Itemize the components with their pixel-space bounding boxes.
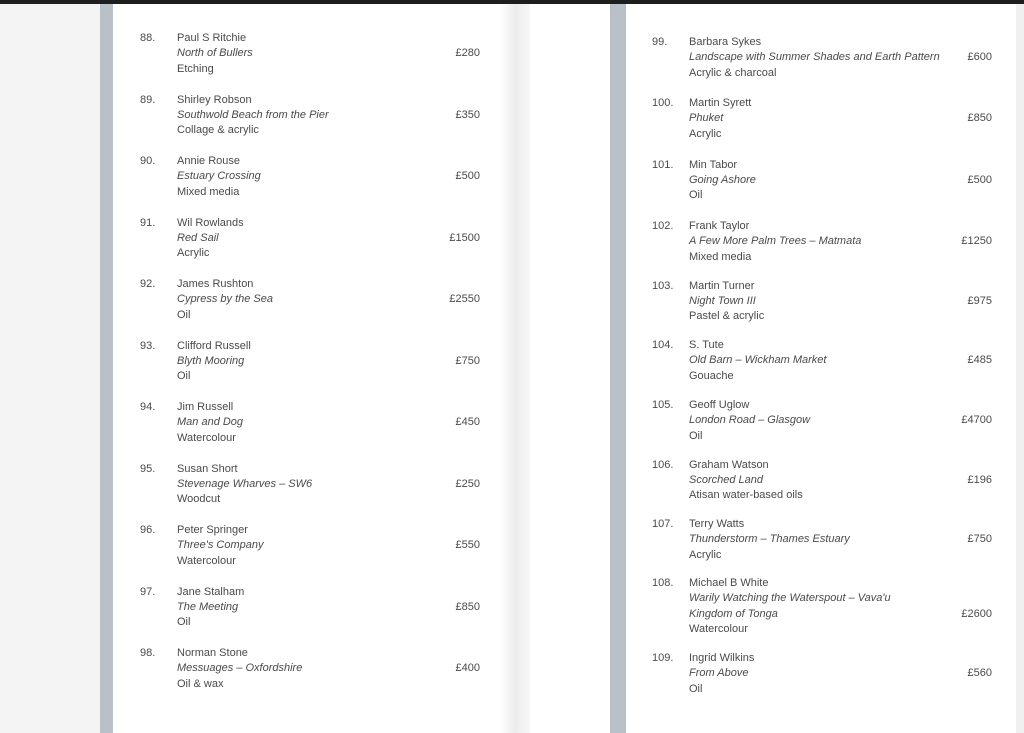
entry-info [177, 400, 243, 446]
artist-name: Frank Taylor [689, 220, 750, 232]
artwork-price: £750 [455, 354, 480, 367]
entry-number: 107. [652, 518, 674, 530]
artwork-medium: Woodcut [177, 493, 221, 506]
artist-name: S. Tute [689, 339, 724, 351]
artist-name: Barbara Sykes [689, 36, 762, 48]
entry-info [689, 96, 751, 142]
entry-number: 95. [140, 462, 156, 475]
artwork-price: £400 [455, 662, 480, 675]
artwork-medium: Oil [177, 370, 191, 383]
entry-number: 101. [652, 158, 674, 171]
artist-name: Terry Watts [689, 518, 745, 530]
entry-info [177, 93, 329, 139]
artwork-medium: Acrylic [689, 127, 722, 140]
artwork-title: Red Sail [177, 231, 219, 244]
artist-name: Jim Russell [177, 401, 234, 413]
entry-number: 105. [652, 399, 674, 411]
artwork-title: Thunderstorm – Thames Estuary [689, 533, 850, 546]
artist-name: Martin Turner [689, 279, 755, 292]
left-page-margin [0, 4, 100, 733]
artwork-price: £450 [455, 416, 480, 429]
entry-number: 102. [652, 220, 674, 232]
artwork-title: The Meeting [177, 600, 239, 613]
entry-info [177, 31, 253, 77]
entry-info [689, 279, 764, 325]
entry-info [689, 219, 861, 265]
entry-info [177, 154, 261, 200]
artwork-price: £975 [967, 294, 992, 307]
entry-info [177, 646, 302, 692]
artwork-medium: Oil [177, 616, 191, 629]
artwork-medium: Acrylic & charcoal [689, 66, 777, 79]
artist-name: Annie Rouse [177, 155, 240, 167]
entry-number: 100. [652, 97, 674, 109]
artwork-price: £250 [455, 477, 480, 490]
artwork-medium: Pastel & acrylic [689, 310, 765, 323]
entry-number: 92. [140, 278, 156, 290]
entry-number: 108. [652, 577, 674, 589]
artwork-medium: Oil & wax [177, 677, 224, 690]
artwork-medium: Gouache [689, 369, 734, 382]
entry-number: 88. [140, 32, 156, 44]
right-spine-stripe [610, 4, 626, 733]
entry-info [689, 35, 940, 81]
artwork-price: £500 [967, 173, 992, 186]
artwork-price: £1250 [961, 235, 992, 248]
entry-info [177, 277, 273, 323]
artwork-title: North of Bullers [177, 47, 253, 60]
entry-number: 99. [652, 36, 668, 48]
artwork-price: £1500 [449, 231, 480, 244]
artwork-price: £485 [967, 354, 992, 367]
artist-name: Martin Syrett [689, 97, 752, 109]
artwork-price: £280 [455, 47, 480, 60]
artwork-medium: Etching [177, 62, 214, 75]
artwork-title: Going Ashore [689, 173, 756, 186]
artwork-medium: Oil [177, 308, 191, 321]
artwork-title-line-2: Kingdom of Tonga [689, 607, 778, 620]
entry-number: 94. [140, 401, 156, 413]
artwork-title: Blyth Mooring [177, 354, 245, 367]
artwork-medium: Atisan water-based oils [689, 489, 803, 502]
artwork-title: Southwold Beach from the Pier [177, 108, 329, 121]
artist-name: Jane Stalham [177, 585, 245, 598]
entry-number: 109. [652, 652, 674, 664]
entry-number: 103. [652, 279, 674, 292]
artwork-price: £350 [455, 108, 480, 121]
artwork-medium: Oil [689, 189, 703, 202]
entry-info [177, 339, 251, 385]
artwork-title: Man and Dog [177, 416, 244, 429]
artist-name: Michael B White [689, 577, 769, 589]
artwork-medium: Watercolour [177, 431, 236, 444]
artwork-title: Estuary Crossing [177, 170, 261, 183]
entry-number: 96. [140, 524, 156, 536]
artist-name: Peter Springer [177, 524, 248, 536]
artwork-title: Phuket [689, 112, 724, 125]
artwork-title: Landscape with Summer Shades and Earth Pattern [689, 51, 940, 64]
artist-name: James Rushton [177, 278, 254, 290]
artwork-price: £850 [967, 112, 992, 125]
artwork-medium: Watercolour [177, 554, 236, 567]
entry-info [689, 338, 826, 384]
artwork-title: From Above [689, 667, 749, 680]
artist-name: Graham Watson [689, 458, 769, 471]
artwork-medium: Acrylic [177, 247, 210, 260]
artwork-title: London Road – Glasgow [689, 414, 811, 427]
artist-name: Clifford Russell [177, 339, 251, 352]
artwork-medium: Watercolour [689, 623, 748, 636]
artwork-price: £850 [455, 600, 480, 613]
entry-number: 97. [140, 585, 156, 598]
artwork-price: £600 [967, 51, 992, 64]
artwork-price: £550 [455, 539, 480, 552]
artist-name: Geoff Uglow [689, 399, 750, 411]
entry-number: 90. [140, 155, 156, 167]
artist-name: Shirley Robson [177, 93, 252, 106]
artwork-title: Three's Company [177, 539, 264, 552]
artwork-title: Night Town III [689, 294, 756, 307]
entry-number: 89. [140, 93, 156, 106]
artist-name: Norman Stone [177, 647, 248, 659]
artist-name: Min Tabor [689, 158, 738, 171]
artist-name: Ingrid Wilkins [689, 652, 755, 664]
artwork-title: Stevenage Wharves – SW6 [177, 477, 313, 490]
left-spine-stripe [100, 4, 113, 733]
artwork-title: Cypress by the Sea [177, 293, 273, 306]
artwork-price: £500 [455, 170, 480, 183]
entry-info [689, 458, 803, 504]
artwork-medium: Collage & acrylic [177, 124, 259, 137]
right-page-edge [1016, 4, 1024, 733]
entry-info [689, 158, 756, 204]
entry-info [177, 462, 312, 508]
entry-info [689, 517, 850, 563]
artwork-price: £4700 [961, 414, 992, 427]
book-gutter [500, 4, 530, 733]
artwork-medium: Mixed media [689, 250, 752, 263]
entry-info [177, 523, 263, 569]
entry-info [177, 585, 244, 631]
artwork-medium: Mixed media [177, 185, 240, 198]
artwork-price: £196 [967, 473, 992, 486]
entry-number: 93. [140, 339, 156, 352]
entry-number: 98. [140, 647, 156, 659]
entry-number: 91. [140, 216, 156, 229]
artwork-price: £750 [967, 533, 992, 546]
artwork-title: Scorched Land [689, 473, 763, 486]
artwork-price: £2550 [449, 293, 480, 306]
artist-name: Susan Short [177, 462, 238, 475]
artwork-title: Old Barn – Wickham Market [689, 354, 827, 367]
entry-info [689, 651, 754, 697]
artwork-medium: Acrylic [689, 548, 722, 561]
artwork-price: £560 [967, 667, 992, 680]
artwork-title: Warily Watching the Waterspout – Vava'u [689, 592, 891, 605]
artist-name: Paul S Ritchie [177, 32, 247, 44]
artwork-medium: Oil [689, 682, 703, 695]
artist-name: Wil Rowlands [177, 216, 244, 229]
artwork-title: Messuages – Oxfordshire [177, 662, 303, 675]
entry-number: 104. [652, 339, 674, 351]
artwork-medium: Oil [689, 429, 703, 442]
artwork-price: £2600 [961, 607, 992, 620]
entry-info [177, 216, 244, 262]
artwork-title: A Few More Palm Trees – Matmata [689, 235, 862, 248]
entry-number: 106. [652, 458, 674, 471]
entry-info [689, 576, 891, 638]
entry-info [689, 398, 810, 444]
